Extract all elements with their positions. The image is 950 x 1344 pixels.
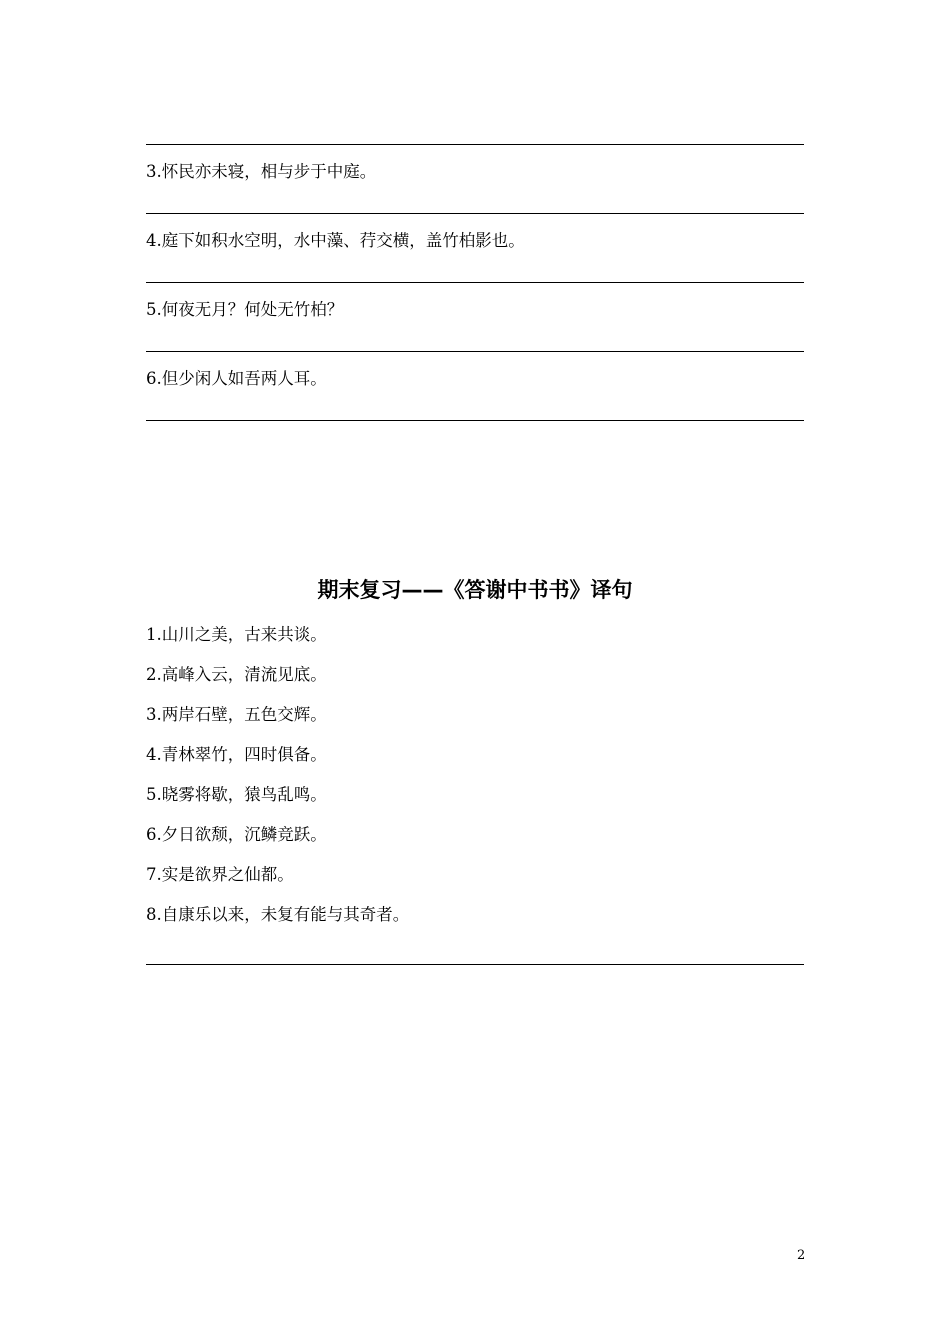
sentence-5: 5.何夜无月？何处无竹柏？	[146, 300, 344, 319]
translation-item: 6.夕日欲颓，沉鳞竞跃。	[146, 825, 327, 844]
answer-line	[146, 213, 804, 214]
sentence-4: 4.庭下如积水空明，水中藻、荇交横，盖竹柏影也。	[146, 231, 525, 250]
answer-line	[146, 351, 804, 352]
translation-item: 7.实是欲界之仙都。	[146, 865, 294, 884]
translation-item: 1.山川之美，古来共谈。	[146, 625, 327, 644]
translation-item: 5.晓雾将歇，猿鸟乱鸣。	[146, 785, 327, 804]
sentence-6: 6.但少闲人如吾两人耳。	[146, 369, 327, 388]
translation-item: 4.青林翠竹，四时俱备。	[146, 745, 327, 764]
answer-line	[146, 144, 804, 145]
translation-item: 2.高峰入云，清流见底。	[146, 665, 327, 684]
answer-line	[146, 282, 804, 283]
translation-item: 8.自康乐以来，未复有能与其奇者。	[146, 905, 410, 924]
section-title: 期末复习——《答谢中书书》译句	[317, 578, 633, 602]
sentence-3: 3.怀民亦未寝，相与步于中庭。	[146, 162, 377, 181]
answer-line	[146, 420, 804, 421]
answer-line	[146, 964, 804, 965]
translation-item: 3.两岸石壁，五色交辉。	[146, 705, 327, 724]
page-number: 2	[797, 1248, 806, 1263]
